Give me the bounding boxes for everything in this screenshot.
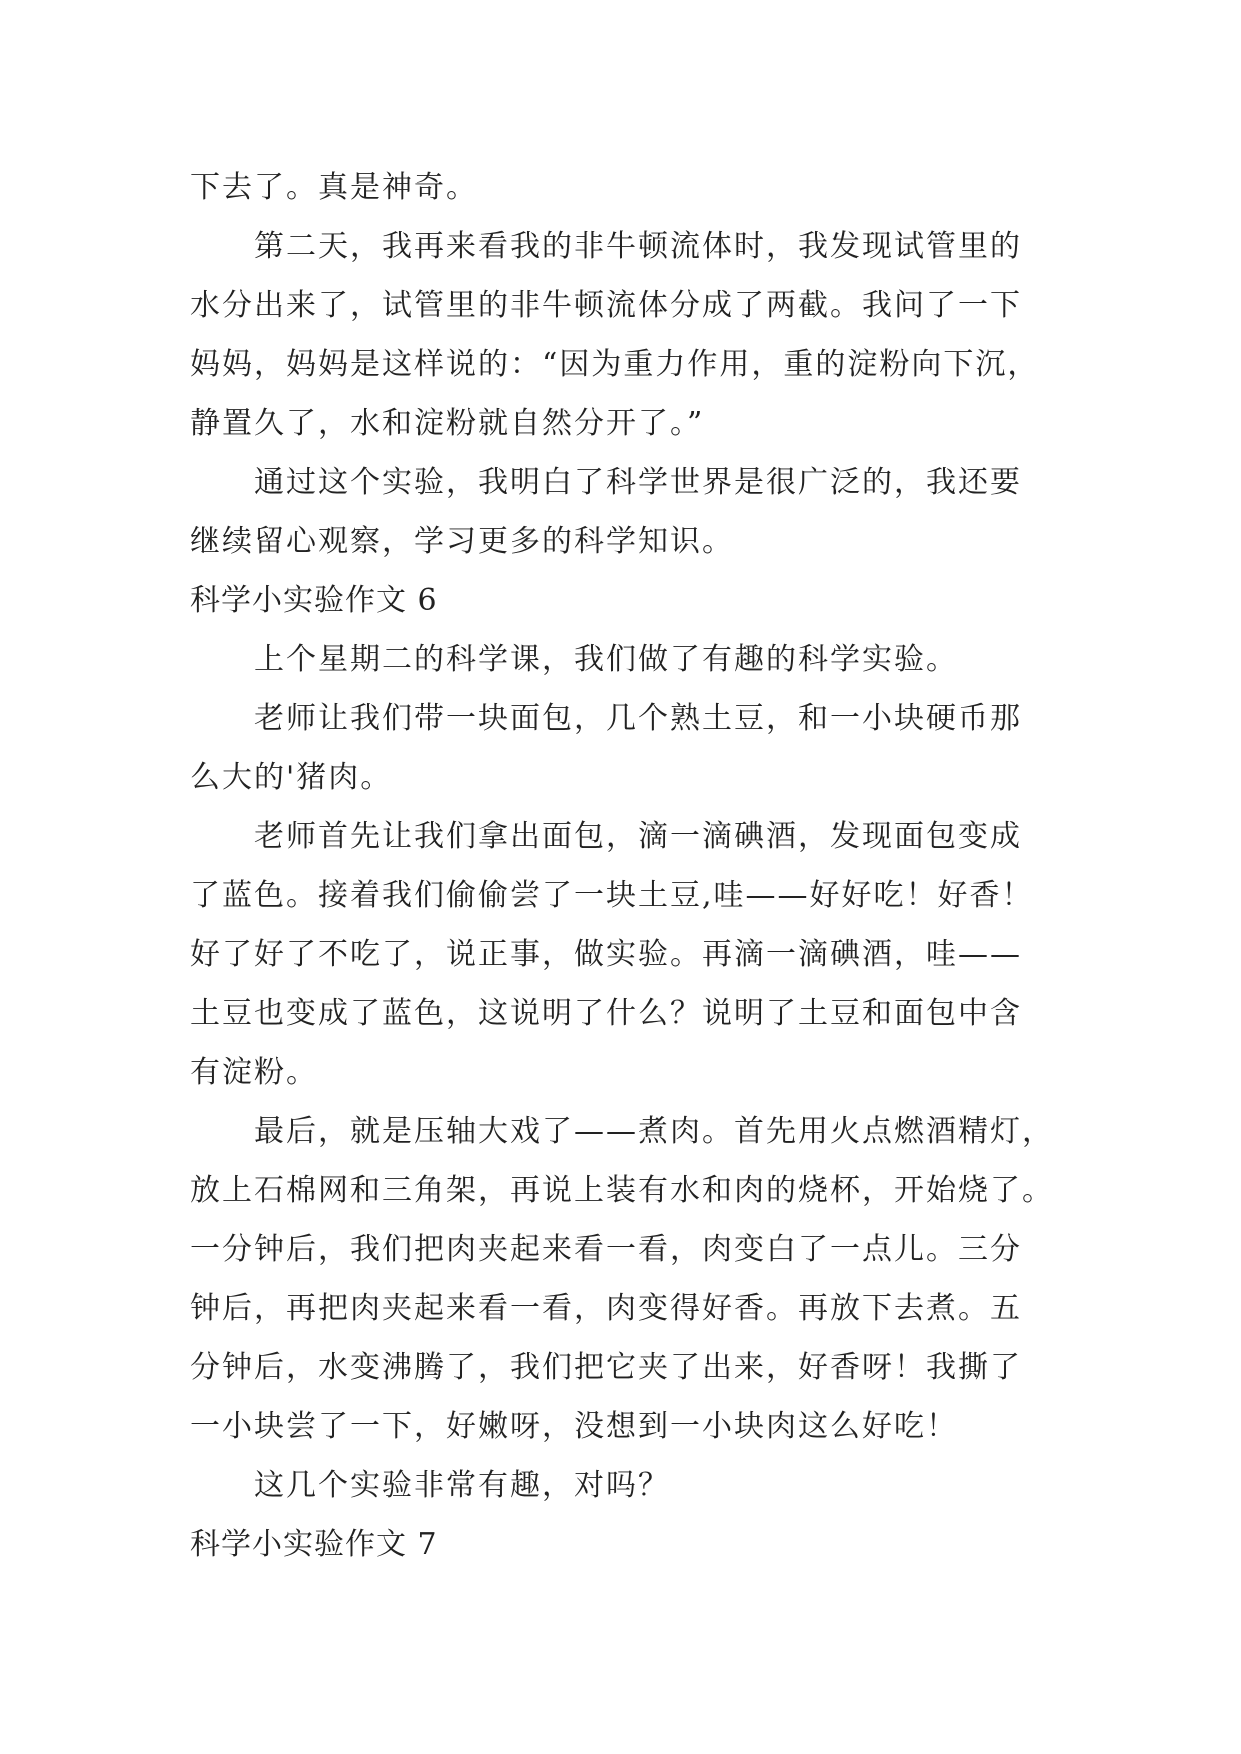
text-line: 钟后，再把肉夹起来看一看，肉变得好香。再放下去煮。五	[190, 1291, 1022, 1326]
section-heading: 科学小实验作文 6	[190, 583, 438, 618]
document-body	[190, 158, 1052, 1574]
text-line: 静置久了，水和淀粉就自然分开了。”	[190, 406, 705, 441]
text-line: 下去了。真是神奇。	[190, 170, 478, 205]
text-line: 好了好了不吃了，说正事，做实验。再滴一滴碘酒，哇——	[190, 937, 1022, 972]
text-line: 继续留心观察，学习更多的科学知识。	[190, 524, 734, 559]
text-line: 了蓝色。接着我们偷偷尝了一块土豆,哇——好好吃！好香！	[190, 878, 1034, 913]
text-line: 一小块尝了一下，好嫩呀，没想到一小块肉这么好吃！	[190, 1409, 958, 1444]
section-heading: 科学小实验作文 7	[190, 1527, 438, 1562]
text-line: 通过这个实验，我明白了科学世界是很广泛的，我还要	[254, 465, 1022, 500]
text-line: 最后，就是压轴大戏了——煮肉。首先用火点燃酒精灯，	[254, 1114, 1054, 1149]
text-line: 土豆也变成了蓝色，这说明了什么？说明了土豆和面包中含	[190, 996, 1022, 1031]
text-line: 妈妈，妈妈是这样说的：“因为重力作用，重的淀粉向下沉，	[190, 347, 1040, 382]
text-line: 么大的'猪肉。	[190, 760, 393, 795]
text-line: 有淀粉。	[190, 1055, 318, 1090]
text-line: 一分钟后，我们把肉夹起来看一看，肉变白了一点儿。三分	[190, 1232, 1022, 1267]
text-line: 老师首先让我们拿出面包，滴一滴碘酒，发现面包变成	[254, 819, 1022, 854]
text-line: 水分出来了，试管里的非牛顿流体分成了两截。我问了一下	[190, 288, 1022, 323]
text-line: 这几个实验非常有趣，对吗？	[254, 1468, 670, 1503]
text-line: 老师让我们带一块面包，几个熟土豆，和一小块硬币那	[254, 701, 1022, 736]
text-line: 分钟后，水变沸腾了，我们把它夹了出来，好香呀！我撕了	[190, 1350, 1022, 1385]
text-line: 上个星期二的科学课，我们做了有趣的科学实验。	[254, 642, 958, 677]
text-line: 放上石棉网和三角架，再说上装有水和肉的烧杯，开始烧了。	[190, 1173, 1054, 1208]
text-line: 第二天，我再来看我的非牛顿流体时，我发现试管里的	[254, 229, 1022, 264]
